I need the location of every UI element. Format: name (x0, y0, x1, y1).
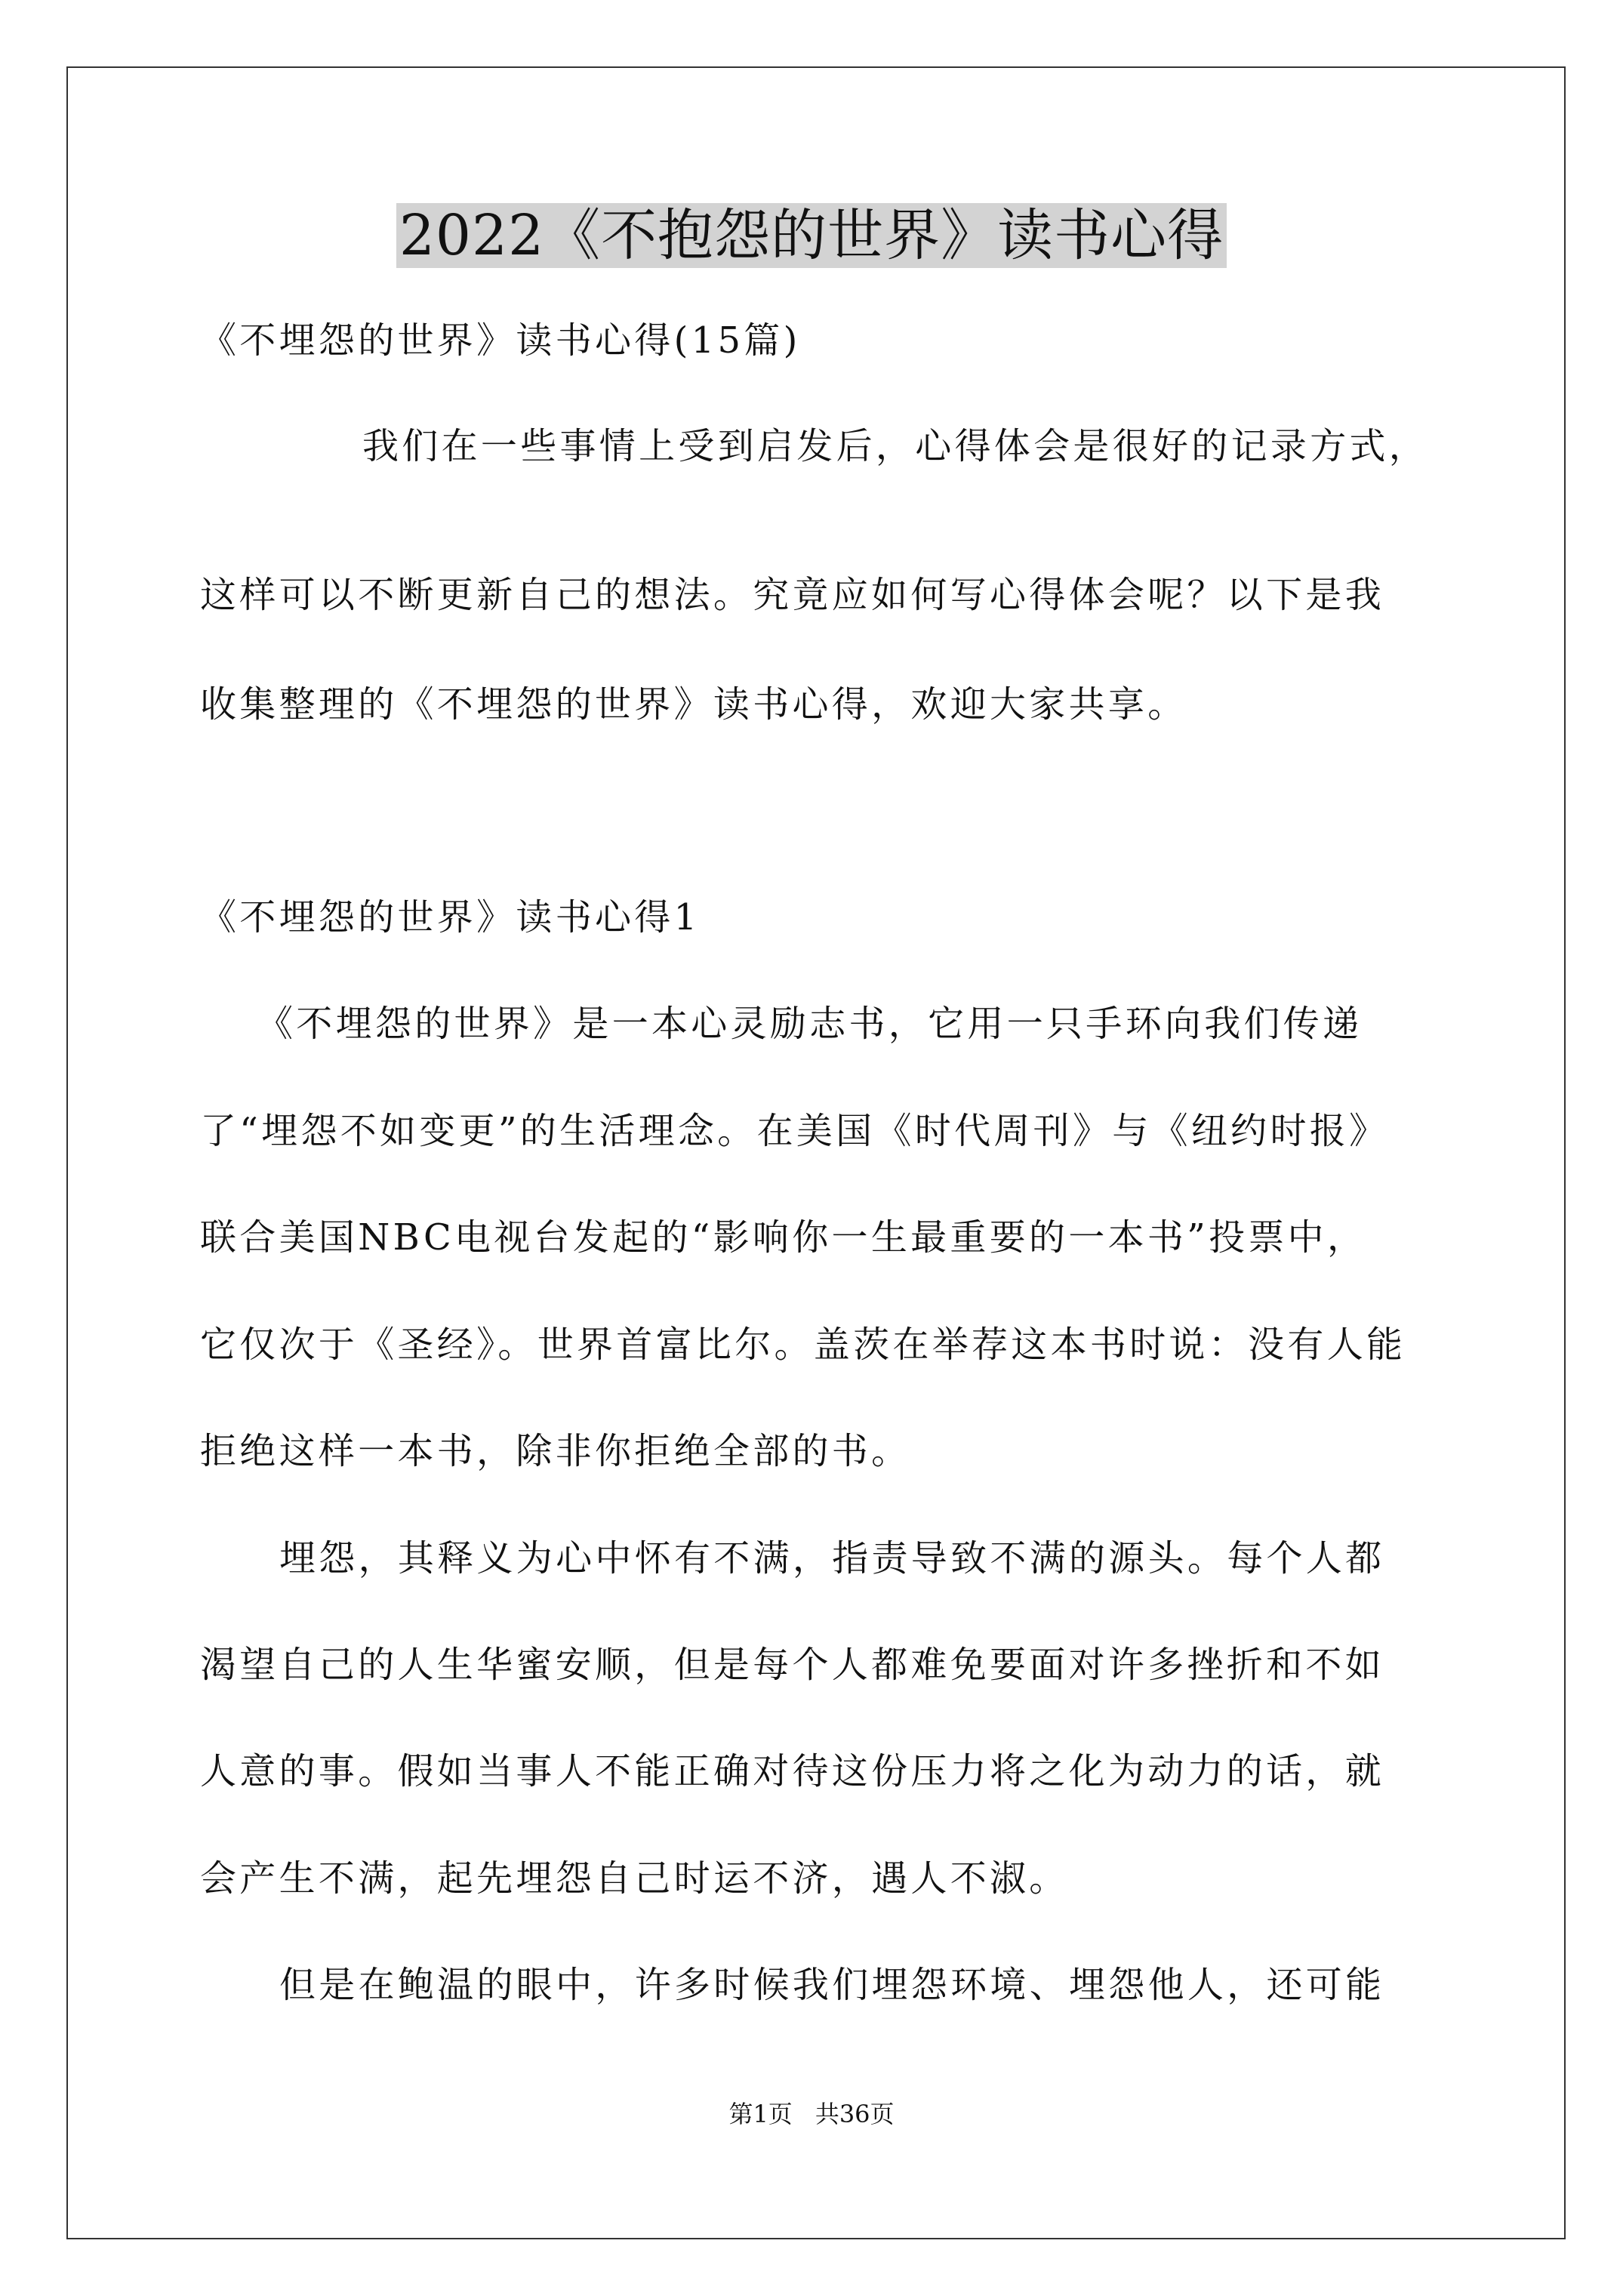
document-title-text: 2022《不抱怨的世界》读书心得 (396, 203, 1227, 268)
intro-line-2: 这样可以不断更新自己的想法。究竟应如何写心得体会呢？以下是我 (200, 574, 1385, 616)
paragraph2-line-2: 渴望自己的人生华蜜安顺，但是每个人都难免要面对许多挫折和不如 (200, 1644, 1385, 1686)
paragraph2-line-4: 会产生不满，起先埋怨自己时运不济，遇人不淑。 (200, 1857, 1069, 1900)
section-heading: 《不埋怨的世界》读书心得1 (200, 896, 701, 938)
paragraph3-line-1: 但是在鲍温的眼中，许多时候我们埋怨环境、埋怨他人，还可能 (279, 1964, 1385, 2006)
paragraph1-line-2: 了“埋怨不如变更”的生活理念。在美国《时代周刊》与《纽约时报》 (200, 1110, 1389, 1152)
document-subtitle: 《不埋怨的世界》读书心得(15篇) (200, 319, 801, 362)
paragraph2-line-3: 人意的事。假如当事人不能正确对待这份压力将之化为动力的话，就 (200, 1750, 1385, 1792)
document-title (0, 198, 1623, 273)
paragraph1-line-5: 拒绝这样一本书，除非你拒绝全部的书。 (200, 1430, 911, 1472)
paragraph1-line-4: 它仅次于《圣经》。世界首富比尔。盖茨在举荐这本书时说：没有人能 (200, 1324, 1406, 1366)
paragraph2-line-1: 埋怨，其释义为心中怀有不满，指责导致不满的源头。每个人都 (279, 1537, 1385, 1579)
intro-line-3: 收集整理的《不埋怨的世界》读书心得，欢迎大家共享。 (200, 683, 1187, 726)
paragraph1-line-1: 《不埋怨的世界》是一本心灵励志书，它用一只手环向我们传递 (257, 1003, 1363, 1045)
page-footer (0, 2099, 1623, 2129)
paragraph1-line-3: 联合美国NBC电视台发起的“影响你一生最重要的一本书”投票中， (200, 1216, 1367, 1259)
page-number: 第1页 (728, 2100, 793, 2128)
intro-line-1: 我们在一些事情上受到启发后，心得体会是很好的记录方式， (362, 425, 1429, 467)
page-total: 共36页 (815, 2100, 895, 2128)
